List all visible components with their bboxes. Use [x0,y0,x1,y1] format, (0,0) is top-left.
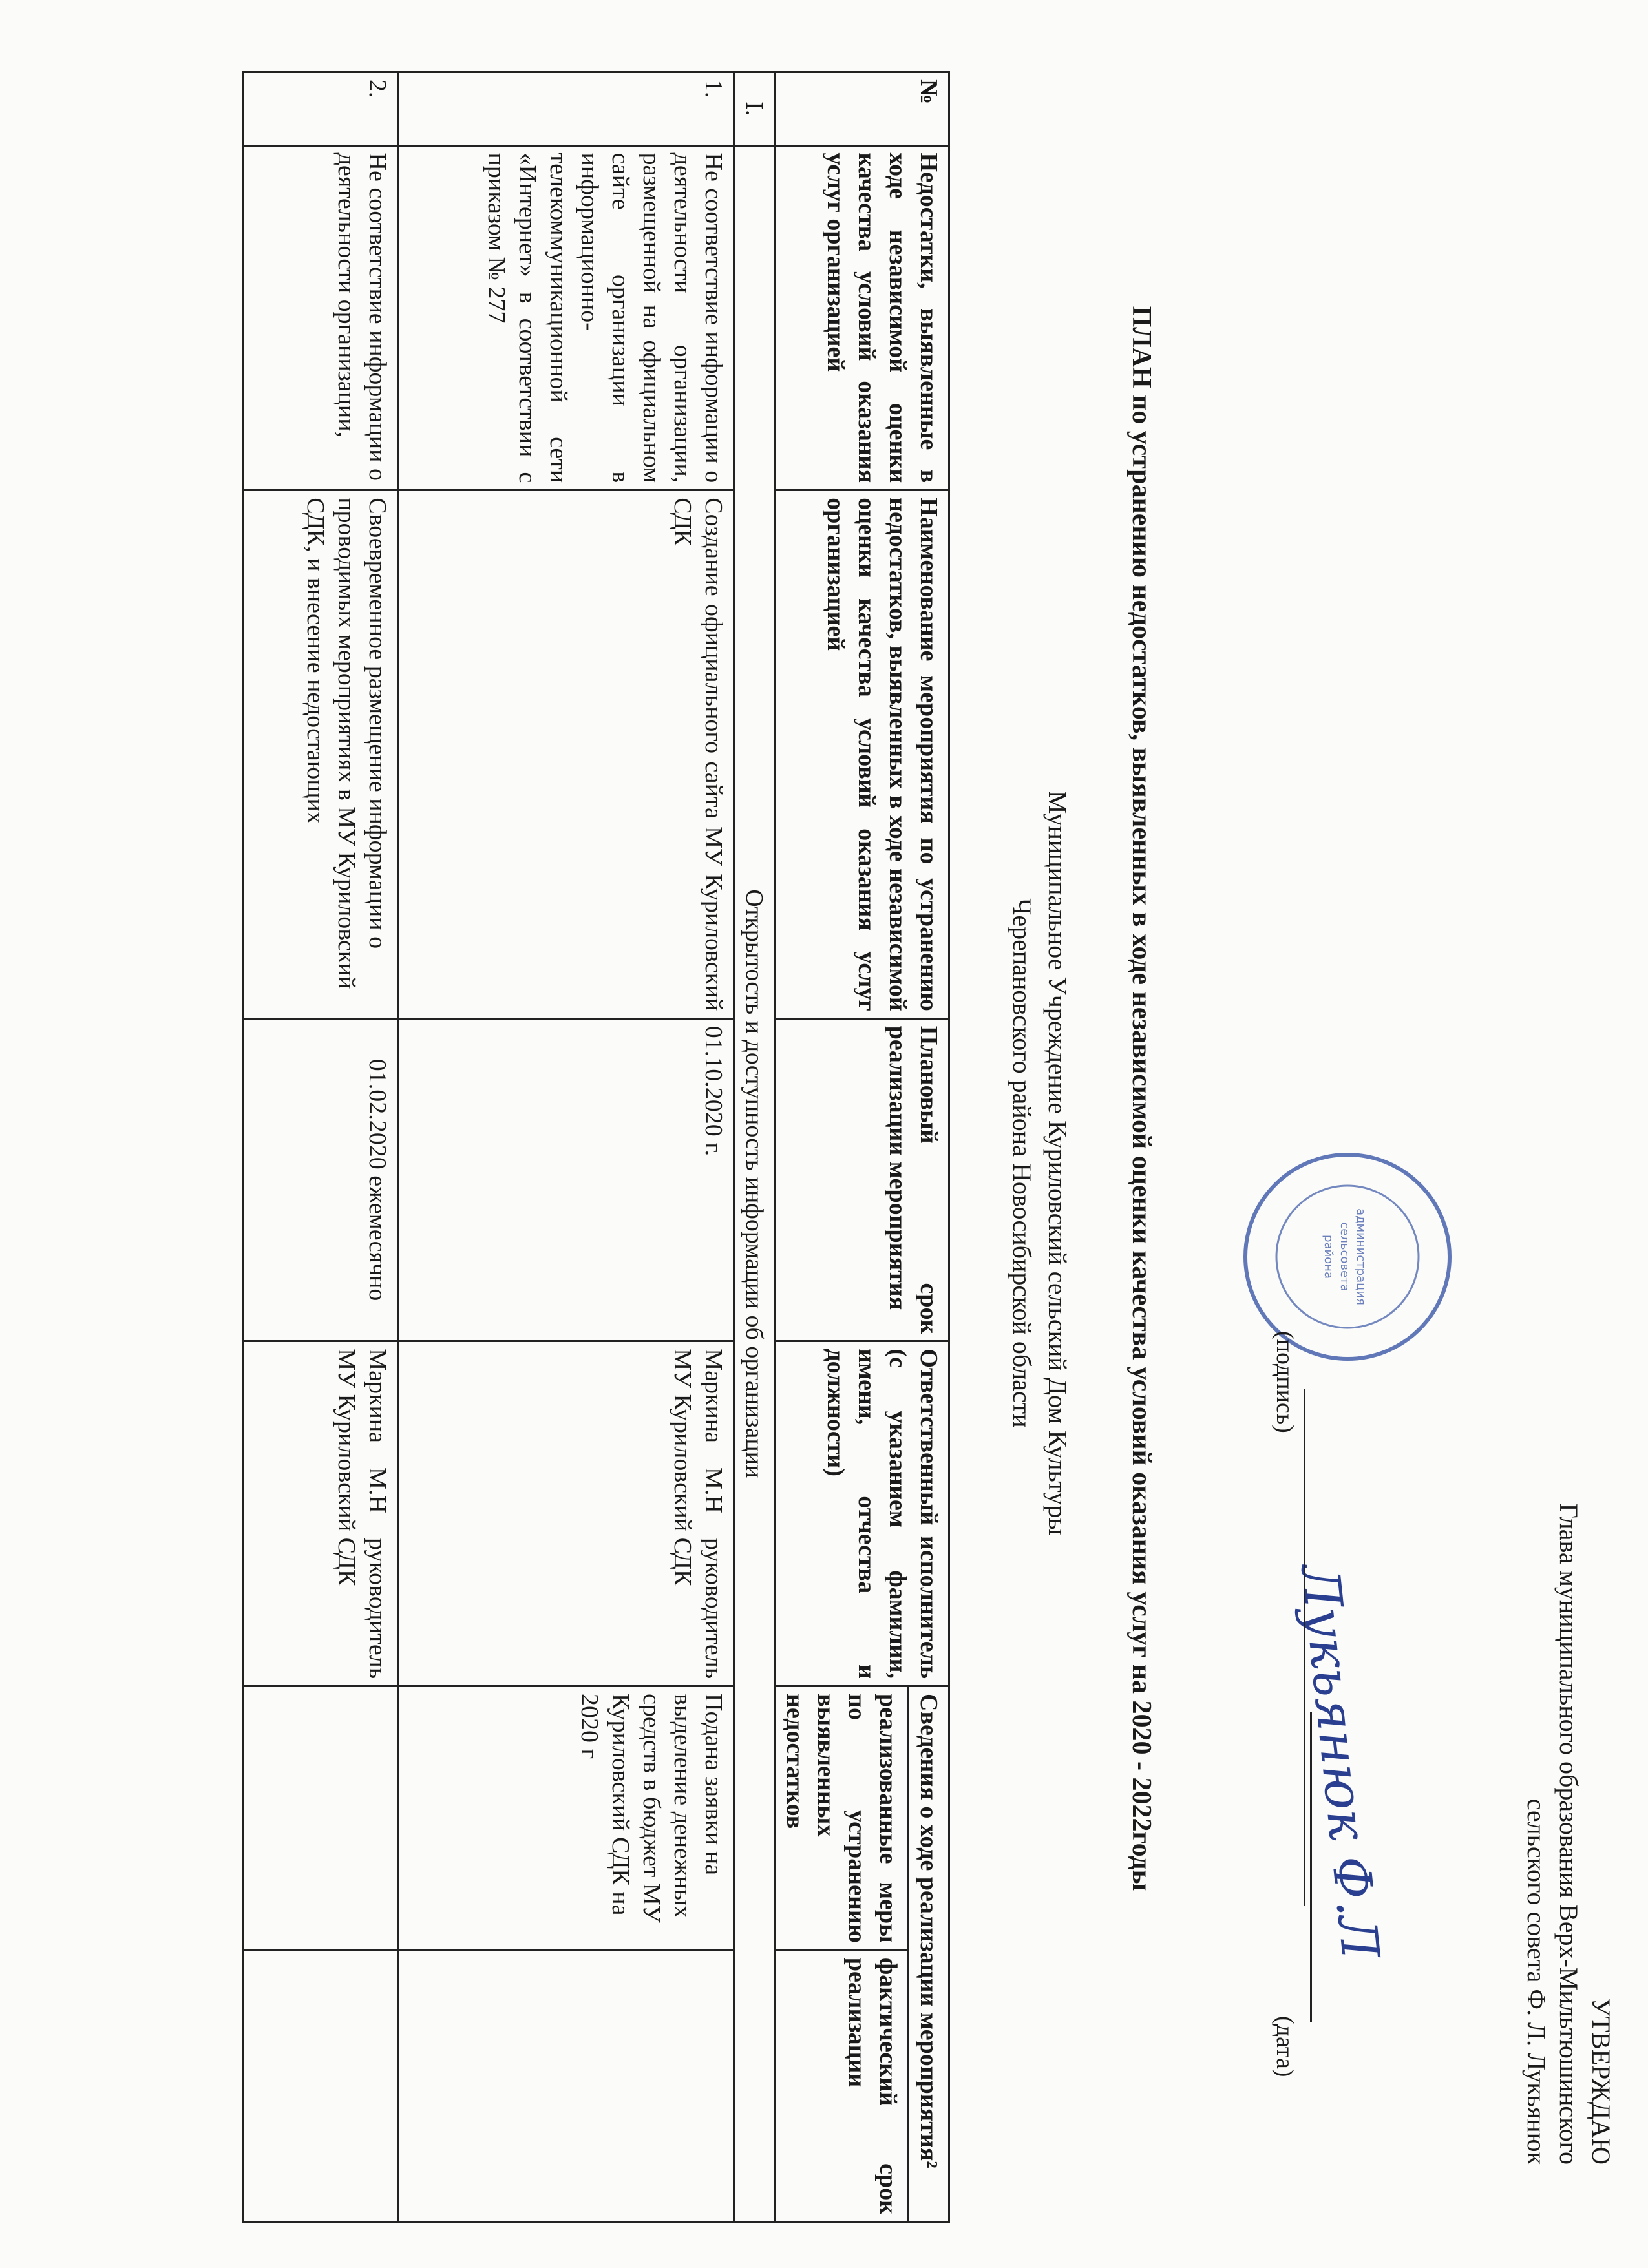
header-responsible: Ответственный исполнитель (с указанием фамилии, имени, отчества и должности) [775,1341,949,1686]
handwritten-signature: Лукьянюк Ф.Л [1289,1561,1391,1962]
row-responsible: Маркина М.Н руководитель МУ Куриловский СДК [243,1341,398,1686]
table-row [398,72,734,2222]
header-info-actual: фактический срок реализации [775,1950,909,2221]
organization-region: Черепановского района Новосибирской области [1008,898,1037,1428]
row-planned: 01.10.2020 г. [398,1018,734,1341]
plan-table [242,71,950,2223]
row-measure: Создание официального сайта МУ Куриловский СДК [398,490,734,1019]
row-planned: 01.02.2020 ежемесячно [243,1018,398,1341]
approval-label: УТВЕРЖДАЮ [1587,1998,1616,2165]
row-actual [243,1950,398,2221]
row-deficiency: Не соответствие информации о деятельности организации, размещенной на официальном сайте организации в информационно-телекоммуникационной сети «Интернет» в соответствии с приказом № 277 [398,145,734,490]
approval-block [1520,1486,1617,2165]
header-info-done: реализованные меры по устранению выявленных недостатков [775,1686,909,1951]
date-line [1310,1712,1312,2022]
svg-text:района: района [1322,1235,1335,1279]
row-num: 2. [243,72,398,146]
svg-text:сельсовета: сельсовета [1338,1222,1351,1292]
approval-name: сельского совета Ф. Л. Лукьянюк [1522,1798,1551,2165]
header-num: № [775,72,949,146]
header-planned: Плановый срок реализации мероприятия [775,1018,949,1341]
section-row [734,72,775,2222]
table-row [243,72,398,2222]
header-measure: Наименование мероприятия по устранению недостатков, выявленных в ходе независимой оценки качества условий оказания услуг организацией [775,490,949,1019]
svg-text:администрация: администрация [1354,1208,1368,1305]
row-deficiency: Не соответствие информации о деятельности организации, [243,145,398,490]
plan-title: ПЛАН по устранению недостатков, выявленных в ходе независимой оценки качества условий оказания услуг на 2020 - 2022годы [1126,306,1156,1891]
section-title: Открытость и доступность информации об организации [734,145,775,2221]
header-info: Сведения о ходе реализации мероприятия² [909,1686,949,2222]
header-deficiency: Недостатки, выявленные в ходе независимой оценки качества условий оказания услуг организацией [775,145,949,490]
signature-caption: (подпись) [1271,1331,1298,1433]
approval-position: Глава муниципального образования Верх-Мильтюшинского [1554,1503,1583,2165]
row-responsible: Маркина М.Н руководитель МУ Куриловский СДК [398,1341,734,1686]
signature-line [1304,1389,1383,1906]
row-done: Подана заявки на выделение денежных средств в бюджет МУ Куриловский СДК на 2020 г [398,1686,734,1951]
table-header-row [909,72,949,2222]
row-num: 1. [398,72,734,146]
row-measure: Своевременное размещение информации о проводимых мероприятиях в МУ Куриловский СДК, и внесение недостающих [243,490,398,1019]
organization-name: Муниципальное Учреждение Куриловский сельский Дом Культуры [1043,790,1072,1536]
date-caption: (дата) [1271,2016,1298,2077]
row-actual [398,1950,734,2221]
section-num: I. [734,72,775,146]
row-done [243,1686,398,1951]
